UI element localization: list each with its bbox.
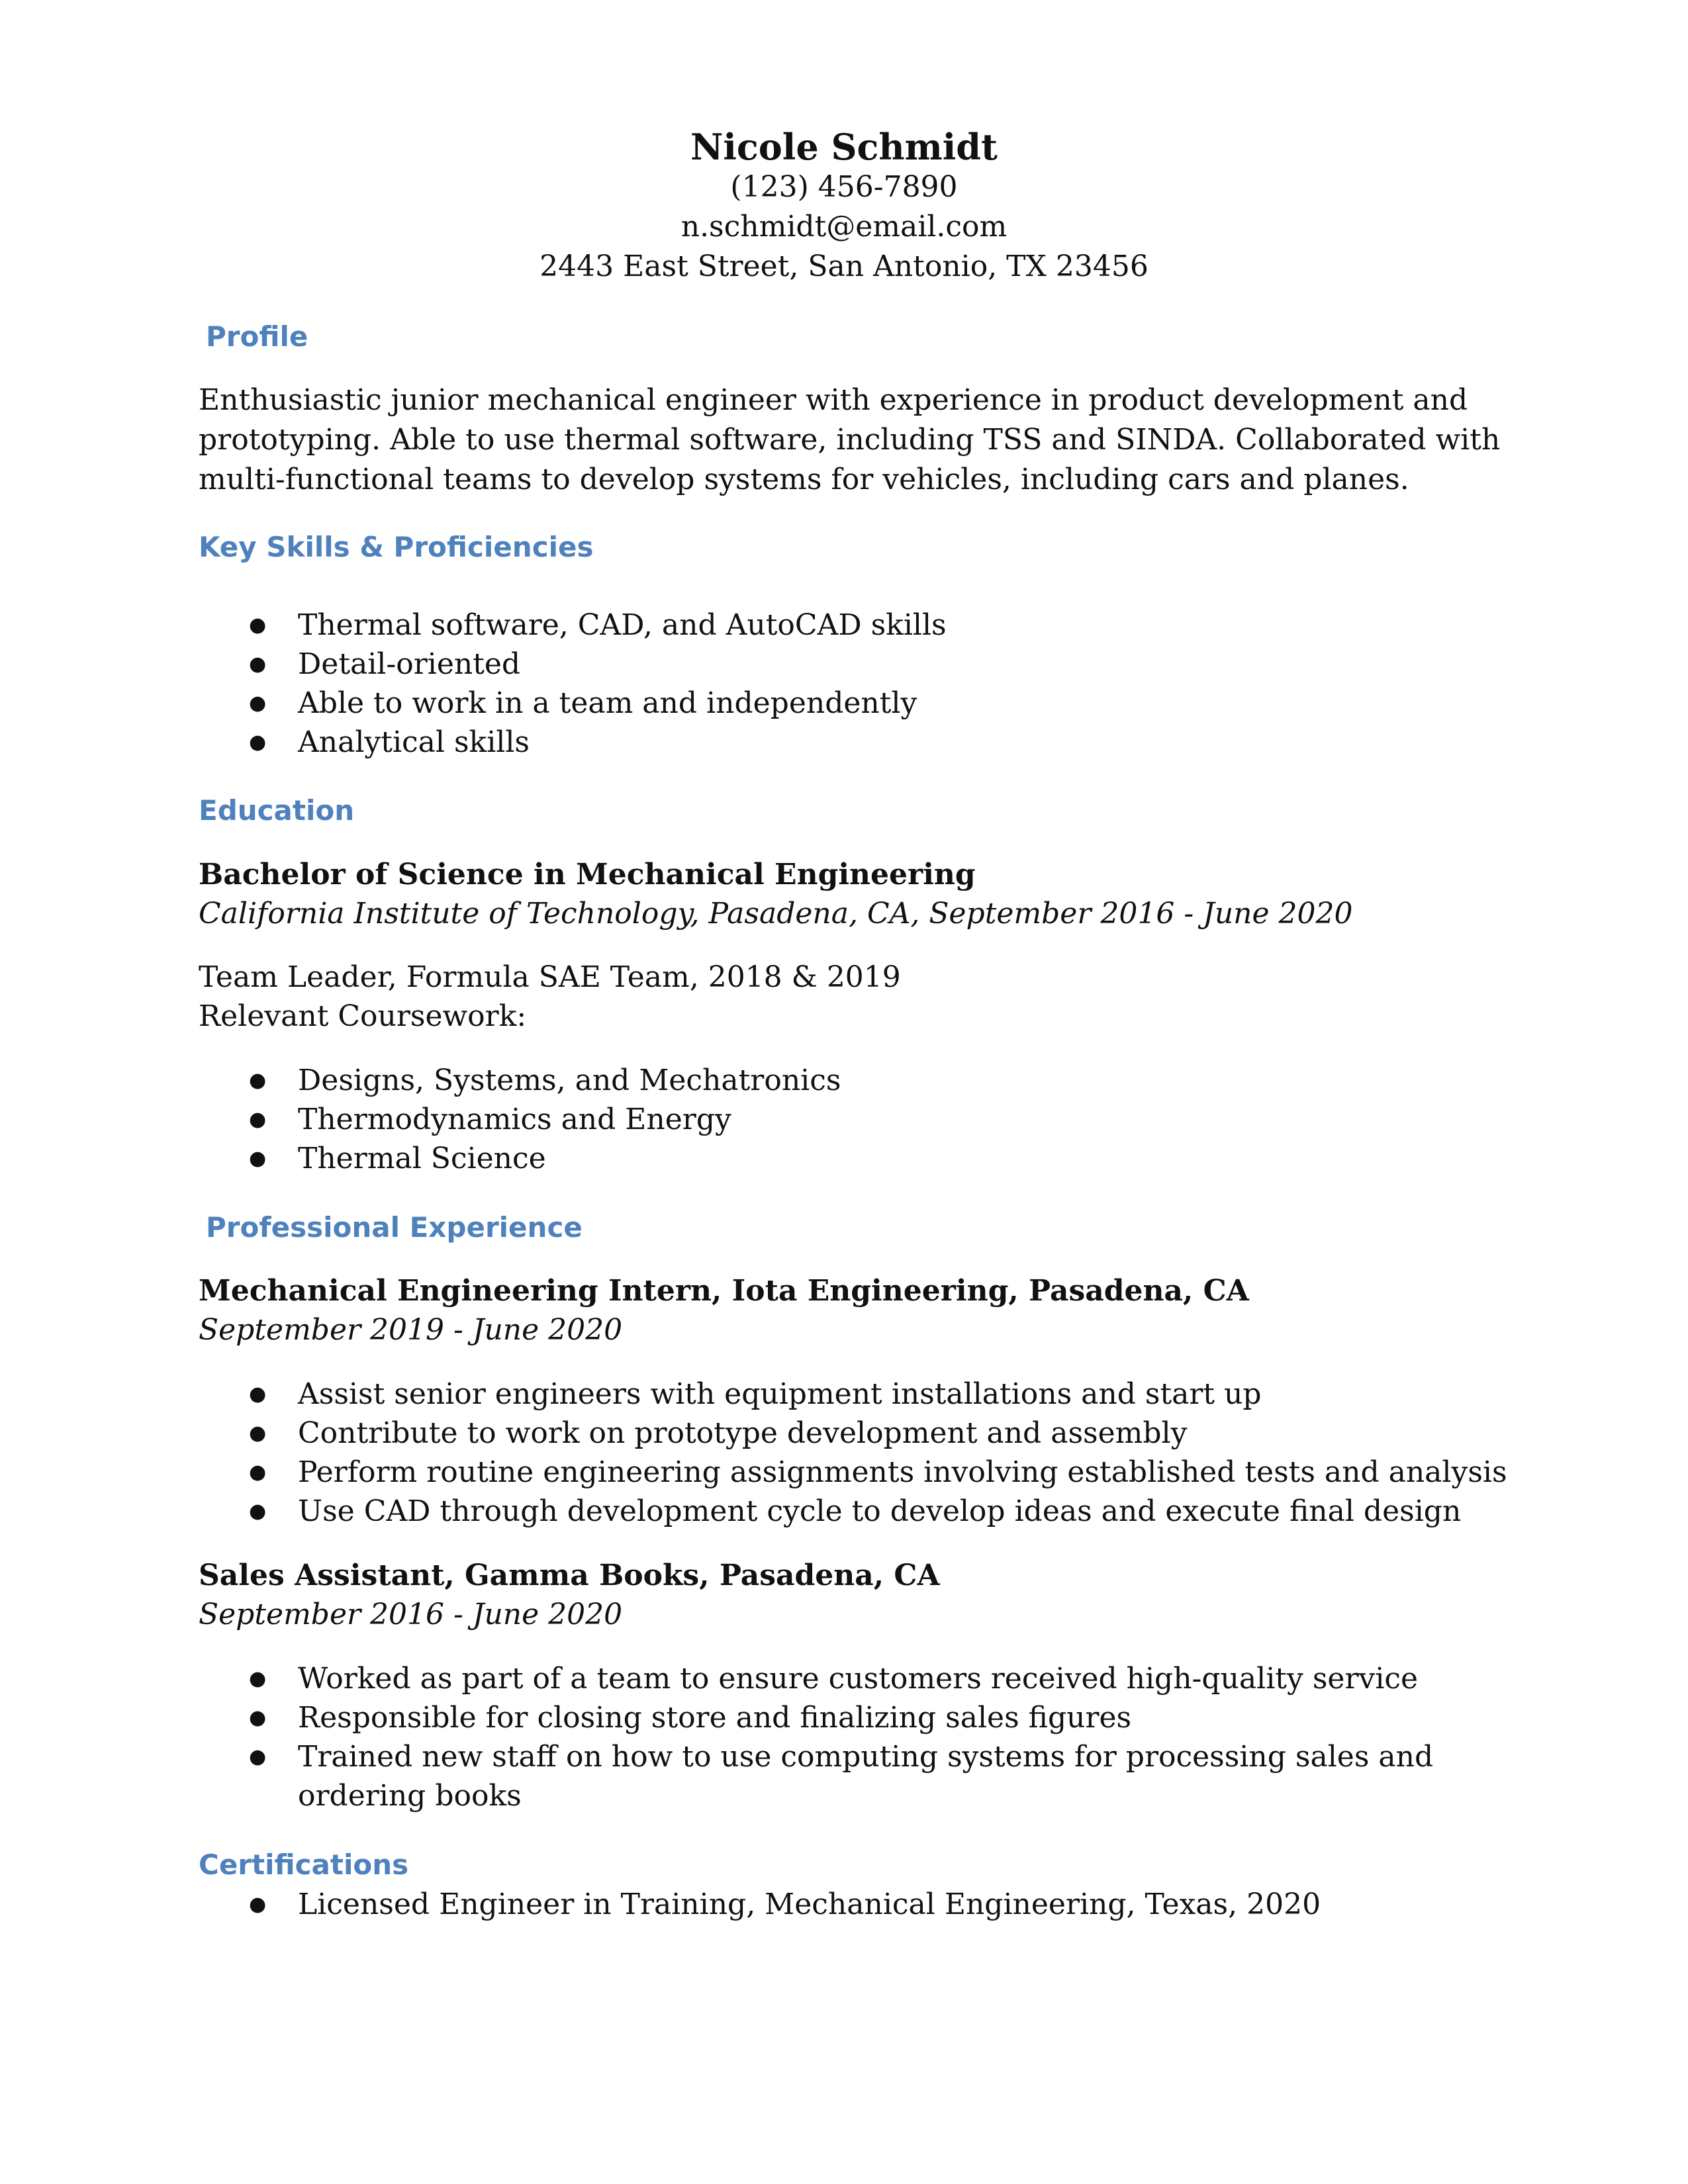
profile-heading: Profile bbox=[206, 320, 308, 353]
profile-line: prototyping. Able to use thermal software, including TSS and SINDA. Collaborated with bbox=[199, 423, 1501, 457]
list-item: Perform routine engineering assignments involving established tests and analysis bbox=[298, 1455, 1507, 1489]
experience-heading: Professional Experience bbox=[206, 1211, 583, 1244]
bullet-icon: ● bbox=[249, 731, 267, 754]
job-title: Sales Assistant, Gamma Books, Pasadena, CA bbox=[199, 1559, 940, 1592]
list-item: Assist senior engineers with equipment installations and start up bbox=[298, 1377, 1262, 1411]
team-leader-line: Team Leader, Formula SAE Team, 2018 & 2019 bbox=[199, 960, 901, 994]
list-item: Able to work in a team and independently bbox=[298, 686, 917, 720]
street-address: 2443 East Street, San Antonio, TX 23456 bbox=[539, 250, 1149, 283]
bullet-icon: ● bbox=[249, 1745, 267, 1768]
job-dates: September 2016 - June 2020 bbox=[199, 1598, 623, 1631]
profile-line: Enthusiastic junior mechanical engineer with experience in product development and bbox=[199, 383, 1468, 417]
list-item: Trained new staff on how to use computing systems for processing sales and bbox=[298, 1740, 1434, 1774]
list-item: Thermal Science bbox=[298, 1142, 546, 1175]
list-item: Responsible for closing store and finalizing sales figures bbox=[298, 1701, 1132, 1735]
bullet-icon: ● bbox=[249, 614, 267, 637]
email-address: n.schmidt@email.com bbox=[680, 210, 1008, 244]
school-info: California Institute of Technology, Pasadena, CA, September 2016 - June 2020 bbox=[199, 897, 1353, 931]
coursework-label: Relevant Coursework: bbox=[199, 999, 527, 1033]
bullet-icon: ● bbox=[249, 1108, 267, 1131]
degree-title: Bachelor of Science in Mechanical Engineering bbox=[199, 858, 976, 891]
skills-heading: Key Skills & Proficiencies bbox=[199, 531, 594, 563]
list-item: Use CAD through development cycle to develop ideas and execute final design bbox=[298, 1494, 1462, 1528]
bullet-icon: ● bbox=[249, 1667, 267, 1690]
bullet-icon: ● bbox=[249, 1893, 267, 1916]
list-item: Analytical skills bbox=[298, 725, 530, 759]
list-item: Licensed Engineer in Training, Mechanical Engineering, Texas, 2020 bbox=[298, 1888, 1321, 1921]
candidate-name: Nicole Schmidt bbox=[690, 126, 998, 168]
bullet-icon: ● bbox=[249, 1461, 267, 1484]
profile-line: multi-functional teams to develop systems for vehicles, including cars and planes. bbox=[199, 463, 1409, 496]
bullet-icon: ● bbox=[249, 653, 267, 676]
bullet-icon: ● bbox=[249, 1069, 267, 1092]
bullet-icon: ● bbox=[249, 1422, 267, 1445]
bullet-icon: ● bbox=[249, 1383, 267, 1406]
list-item: Designs, Systems, and Mechatronics bbox=[298, 1064, 841, 1097]
bullet-icon: ● bbox=[249, 692, 267, 715]
list-item: Thermal software, CAD, and AutoCAD skills bbox=[298, 608, 947, 642]
job-title: Mechanical Engineering Intern, Iota Engineering, Pasadena, CA bbox=[199, 1274, 1249, 1308]
list-item: Thermodynamics and Energy bbox=[298, 1103, 731, 1136]
certifications-heading: Certifications bbox=[199, 1848, 409, 1881]
bullet-icon: ● bbox=[249, 1706, 267, 1729]
education-heading: Education bbox=[199, 794, 355, 827]
list-item-continuation: ordering books bbox=[298, 1779, 522, 1813]
list-item: Detail-oriented bbox=[298, 647, 521, 681]
bullet-icon: ● bbox=[249, 1147, 267, 1170]
job-dates: September 2019 - June 2020 bbox=[199, 1313, 623, 1347]
list-item: Worked as part of a team to ensure customers received high-quality service bbox=[298, 1662, 1419, 1696]
phone-number: (123) 456-7890 bbox=[730, 170, 958, 204]
list-item: Contribute to work on prototype development and assembly bbox=[298, 1416, 1188, 1450]
bullet-icon: ● bbox=[249, 1500, 267, 1523]
